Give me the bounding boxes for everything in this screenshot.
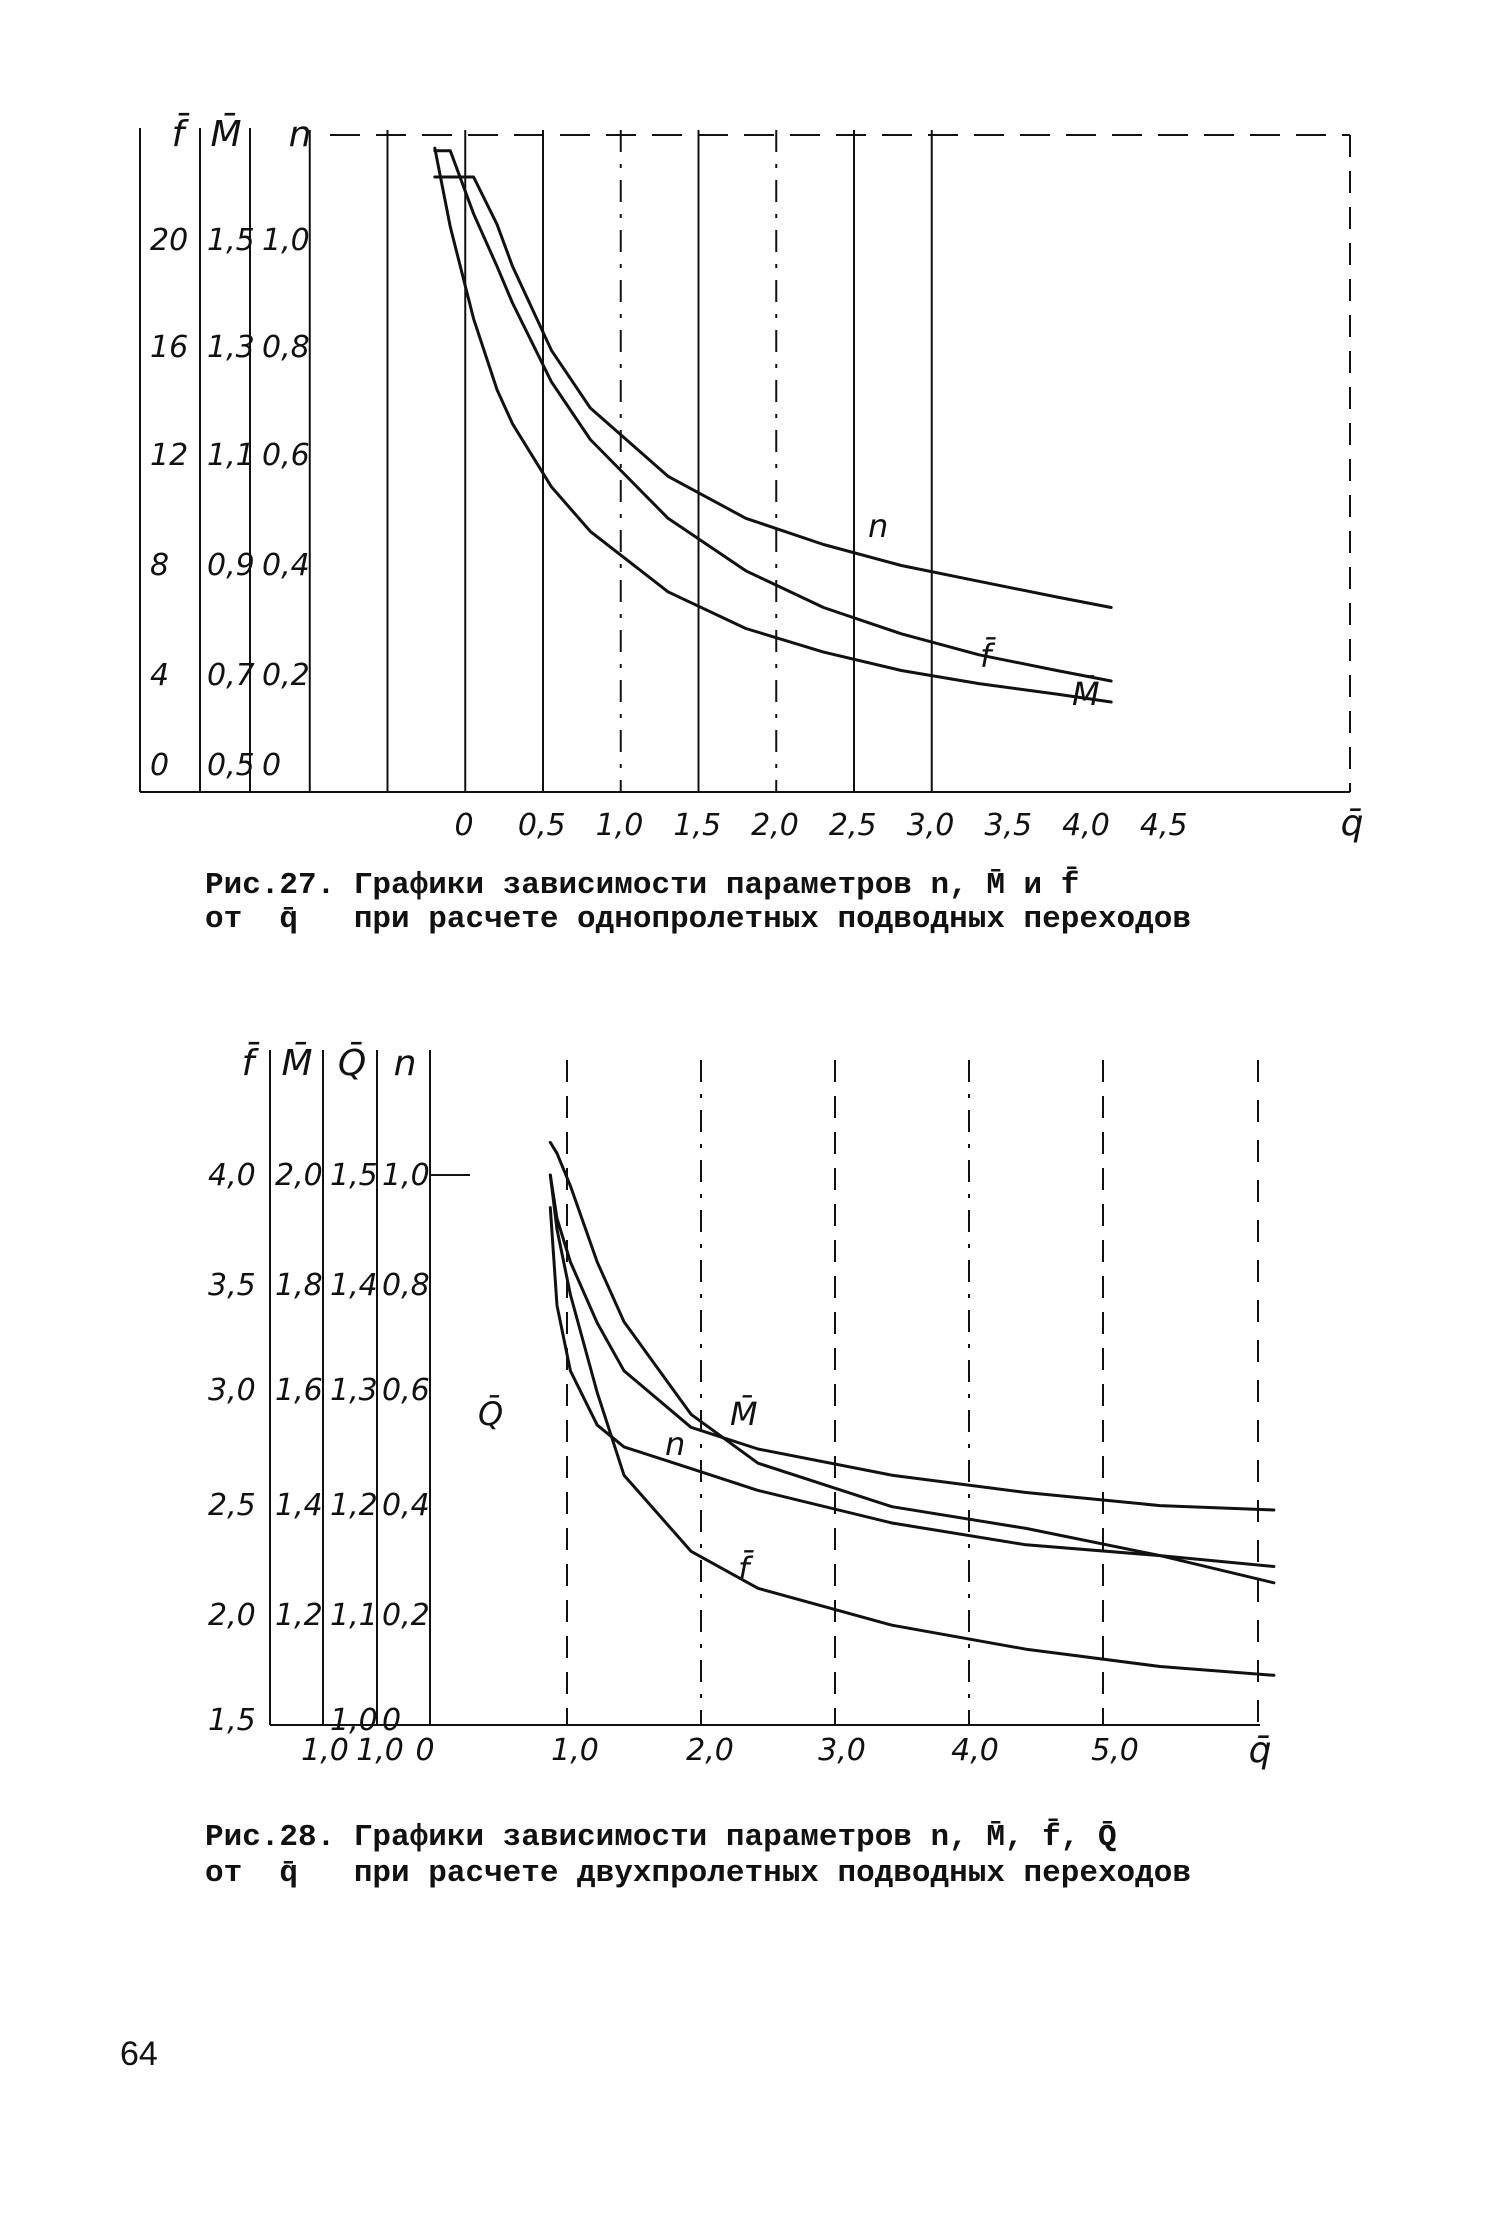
fig27-x-tick-9: 4,5 <box>1139 808 1188 843</box>
fig28-series-label-f: f̄ <box>738 1550 750 1588</box>
fig28-scale-label-m: M̄ <box>281 1043 313 1084</box>
fig27-x-tick-4: 2,0 <box>751 808 799 843</box>
fig28-series-label-m: M̄ <box>730 1395 758 1433</box>
fig27-scale-tick-1-1: 0,7 <box>207 658 255 693</box>
fig28-scale-tick-0-2: 2,5 <box>208 1488 256 1523</box>
fig27-series-line-2 <box>435 151 1111 681</box>
fig28-x-tick-2: 0 <box>415 1733 435 1768</box>
fig27-scale-tick-2-1: 0,2 <box>262 658 310 693</box>
fig27-series-label-f: f̄ <box>980 637 992 675</box>
fig27-scale-tick-0-2: 8 <box>150 548 170 583</box>
fig28-scale-tick-2-0: 1,0 <box>330 1703 378 1738</box>
fig27-x-tick-5: 2,5 <box>828 808 877 843</box>
fig27-scale-tick-1-4: 1,3 <box>207 330 255 365</box>
fig27-caption-line1: Рис.27. Графики зависимости параметров n, M̄ и f̄ <box>205 868 1080 903</box>
fig27-scale-tick-2-4: 0,8 <box>262 330 310 365</box>
fig28-caption-line2: от q̄ при расчете двухпролетных подводных переходов <box>205 1856 1191 1891</box>
fig28-x-axis-label: q̄ <box>1248 1730 1272 1771</box>
fig27-scale-tick-2-3: 0,6 <box>262 438 310 473</box>
fig27-scale-tick-2-5: 1,0 <box>262 223 310 258</box>
fig28-scale-tick-3-5: 1,0 <box>382 1158 430 1193</box>
fig28-scale-tick-1-0: 1,2 <box>275 1598 323 1633</box>
fig27-scale-tick-1-5: 1,5 <box>207 223 255 258</box>
fig28-x-tick-4: 2,0 <box>686 1733 734 1768</box>
fig27-x-tick-3: 1,5 <box>673 808 722 843</box>
fig28-x-tick-7: 5,0 <box>1091 1733 1139 1768</box>
fig27-x-tick-6: 3,0 <box>906 808 955 843</box>
fig27-scale-tick-0-4: 16 <box>150 330 189 365</box>
fig28-scale-tick-3-1: 0,2 <box>382 1598 430 1633</box>
fig27-scale-tick-0-0: 0 <box>150 748 170 783</box>
fig27-x-axis-label: q̄ <box>1340 803 1364 844</box>
fig28-series-line-3 <box>550 1175 1274 1675</box>
fig27-x-tick-0: 0 <box>454 808 474 843</box>
fig27-caption-line2: от q̄ при расчете однопролетных подводных переходов <box>205 902 1191 937</box>
fig28-x-tick-6: 4,0 <box>951 1733 999 1768</box>
fig28-scale-tick-2-5: 1,5 <box>330 1158 378 1193</box>
fig28-scale-tick-0-1: 2,0 <box>208 1598 256 1633</box>
fig27-series-line-1 <box>435 148 1111 702</box>
fig27-scale-tick-0-1: 4 <box>150 658 170 693</box>
fig27-scale-tick-1-2: 0,9 <box>207 548 255 583</box>
fig28-scale-tick-3-2: 0,4 <box>382 1488 430 1523</box>
fig28-scale-label-q: Q̄ <box>337 1043 367 1084</box>
fig27-series-label-n: n <box>868 507 889 545</box>
fig28-series-label-q: Q̄ <box>478 1395 504 1433</box>
fig28-scale-tick-0-3: 3,0 <box>208 1373 256 1408</box>
fig27-scale-label-m: M̄ <box>210 114 242 155</box>
fig27-scale-tick-0-5: 20 <box>150 223 189 258</box>
fig28-x-tick-1: 1,0 <box>356 1733 404 1768</box>
fig28-scale-tick-1-3: 1,8 <box>275 1268 323 1303</box>
fig28-x-tick-5: 3,0 <box>818 1733 866 1768</box>
fig27-x-tick-8: 4,0 <box>1062 808 1110 843</box>
fig27-scale-tick-1-3: 1,1 <box>207 438 255 473</box>
fig27-scale-label-n: n <box>288 114 312 155</box>
fig27-scale-tick-1-0: 0,5 <box>207 748 255 783</box>
fig27-series-line-0 <box>435 177 1111 608</box>
fig28-series-label-n: n <box>665 1425 686 1463</box>
fig28-scale-label-n: n <box>393 1043 417 1084</box>
fig28-scale-tick-2-1: 1,1 <box>330 1598 378 1633</box>
fig28-scale-tick-1-1: 1,4 <box>275 1488 323 1523</box>
fig28-scale-label-f: f̄ <box>241 1043 255 1084</box>
fig28-scale-tick-3-3: 0,6 <box>382 1373 430 1408</box>
fig28-x-tick-3: 1,0 <box>551 1733 599 1768</box>
fig28-caption-line1: Рис.28. Графики зависимости параметров n, M̄, f̄, Q̄ <box>205 1820 1117 1855</box>
fig27-scale-tick-2-0: 0 <box>262 748 282 783</box>
fig28-scale-tick-3-0: 0 <box>382 1703 402 1738</box>
page-number: 64 <box>120 2035 158 2073</box>
fig28-scale-tick-2-3: 1,3 <box>330 1373 378 1408</box>
fig28-scale-tick-0-4: 3,5 <box>208 1268 256 1303</box>
fig28-scale-tick-3-4: 0,8 <box>382 1268 430 1303</box>
fig27-x-tick-7: 3,5 <box>984 808 1033 843</box>
fig27-series-label-m: M̄ <box>1072 675 1100 713</box>
fig28-x-tick-0: 1,0 <box>301 1733 349 1768</box>
fig28-scale-tick-0-5: 4,0 <box>208 1158 256 1193</box>
fig27-scale-tick-2-2: 0,4 <box>262 548 310 583</box>
fig27-x-tick-2: 1,0 <box>595 808 644 843</box>
fig27-x-tick-1: 0,5 <box>517 808 566 843</box>
fig28-scale-tick-1-4: 2,0 <box>275 1158 323 1193</box>
fig27-scale-label-f: f̄ <box>171 114 185 155</box>
fig28-scale-tick-0-0: 1,5 <box>208 1703 256 1738</box>
fig27-scale-tick-0-3: 12 <box>150 438 189 473</box>
fig28-scale-tick-1-2: 1,6 <box>275 1373 323 1408</box>
fig28-scale-tick-2-2: 1,2 <box>330 1488 378 1523</box>
fig28-scale-tick-2-4: 1,4 <box>330 1268 378 1303</box>
